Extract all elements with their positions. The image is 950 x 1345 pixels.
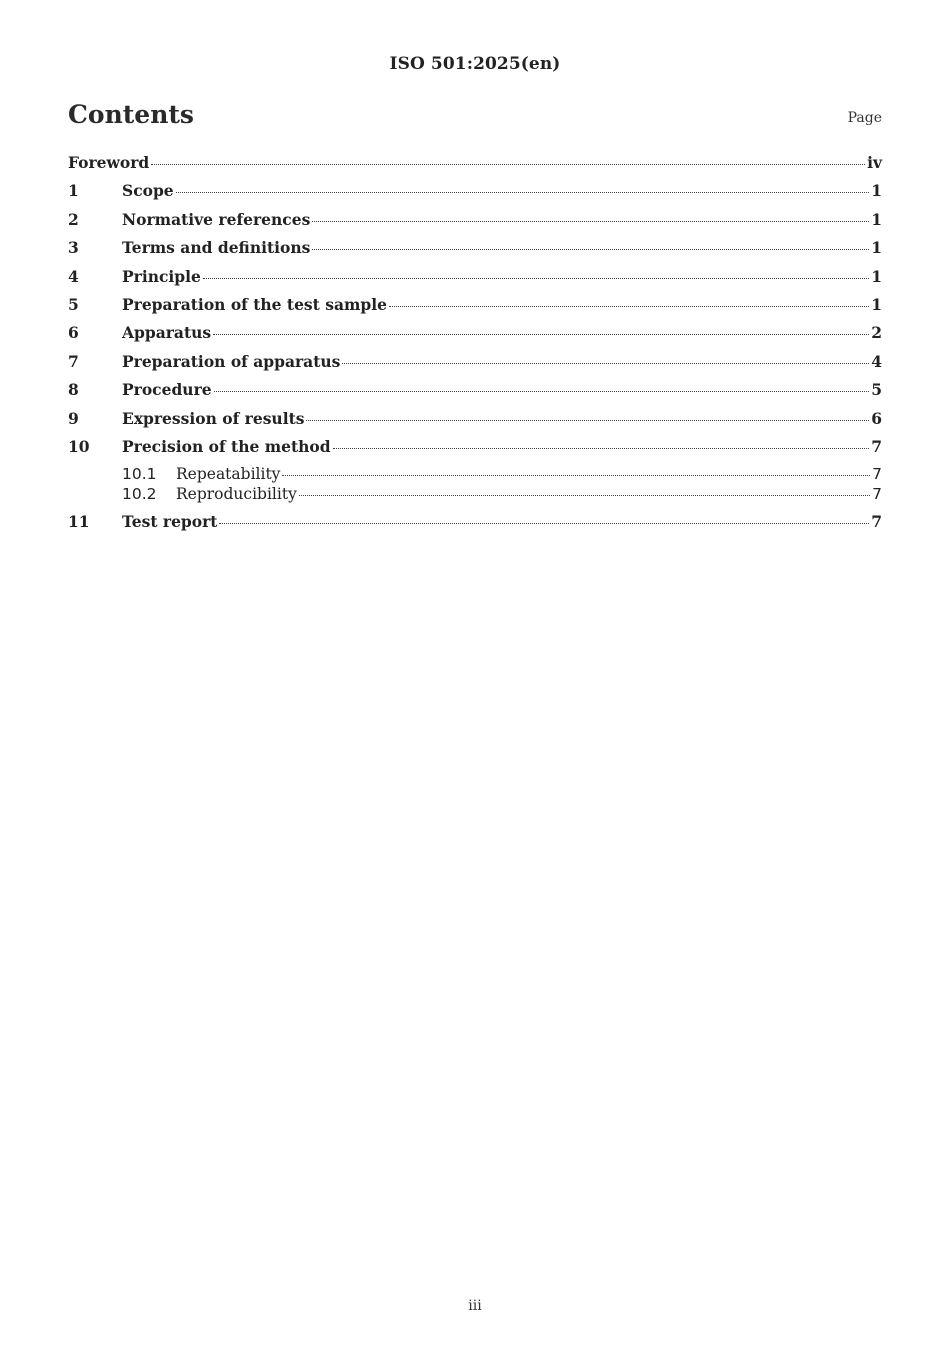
toc-entry-title: Test report [122,512,218,532]
toc-entry-page: 1 [871,238,882,258]
toc-entry-title: Preparation of the test sample [122,294,387,314]
toc-subentry-reproducibility[interactable] [68,485,882,505]
toc-entry-title: Reproducibility [176,484,297,503]
toc-dot-leader [389,306,869,307]
toc-entry-page: iv [867,153,882,172]
toc-entry-number: 9 [68,408,79,428]
toc-entry-page: 1 [871,209,882,229]
toc-entry-page: 7 [872,465,882,484]
toc-entry-title: Terms and definitions [122,238,311,258]
table-of-contents [68,153,882,541]
toc-entry-number: 6 [68,323,79,343]
toc-entry-procedure[interactable] [68,380,882,408]
toc-entry-scope[interactable] [68,181,882,209]
toc-entry-page: 7 [872,484,882,503]
toc-entry-title: Scope [122,181,174,201]
toc-entry-page: 4 [871,351,882,371]
toc-entry-number: 2 [68,209,79,229]
toc-entry-number: 4 [68,266,79,286]
toc-entry-title: Repeatability [176,465,281,484]
toc-dot-leader [306,420,869,421]
toc-entry-test-report[interactable] [68,512,882,540]
toc-dot-leader [299,495,870,496]
toc-entry-normative-references[interactable] [68,210,882,238]
toc-entry-page: 5 [871,380,882,400]
toc-entry-title: Apparatus [122,323,212,343]
toc-entry-page: 1 [871,181,882,201]
toc-dot-leader [342,363,869,364]
toc-dot-leader [213,334,869,335]
toc-subentry-repeatability[interactable] [68,465,882,485]
toc-entry-title: Expression of results [122,408,305,428]
toc-entry-precision-of-method[interactable] [68,437,882,465]
toc-entry-number: 5 [68,294,79,314]
toc-entry-title: Procedure [122,380,212,400]
toc-entry-page: 1 [871,294,882,314]
page-number-footer: iii [468,1298,482,1314]
toc-entry-page: 2 [871,323,882,343]
page-column-label: Page [847,110,882,126]
toc-entry-apparatus[interactable] [68,323,882,351]
toc-dot-leader [312,249,869,250]
toc-entry-number: 8 [68,380,79,400]
toc-dot-leader [151,164,865,165]
toc-entry-principle[interactable] [68,267,882,295]
toc-entry-page: 7 [871,512,882,532]
toc-entry-number: 1 [68,181,79,201]
toc-entry-title: Principle [122,266,201,286]
toc-entry-title: Precision of the method [122,436,331,456]
contents-title: Contents [68,100,195,129]
toc-entry-page: 1 [871,266,882,286]
toc-dot-leader [203,278,869,279]
toc-entry-number: 7 [68,351,79,371]
toc-entry-number: 3 [68,238,79,258]
toc-entry-preparation-of-apparatus[interactable] [68,352,882,380]
toc-entry-expression-of-results[interactable] [68,409,882,437]
toc-entry-number: 10.2 [122,484,157,503]
toc-entry-preparation-of-test-sample[interactable] [68,295,882,323]
toc-dot-leader [282,475,870,476]
document-id-header: ISO 501:2025(en) [389,54,561,74]
toc-entry-title: Foreword [68,153,150,172]
toc-entry-page: 7 [871,436,882,456]
toc-entry-number: 11 [68,512,90,532]
toc-entry-title: Normative references [122,209,311,229]
toc-entry-number: 10 [68,436,90,456]
toc-entry-number: 10.1 [122,465,157,484]
toc-dot-leader [333,448,870,449]
toc-entry-title: Preparation of apparatus [122,351,341,371]
toc-entry-foreword[interactable] [68,153,882,181]
toc-entry-terms-and-definitions[interactable] [68,238,882,266]
toc-dot-leader [219,523,869,524]
toc-entry-page: 6 [871,408,882,428]
toc-dot-leader [312,221,869,222]
toc-dot-leader [214,391,870,392]
toc-dot-leader [176,192,870,193]
